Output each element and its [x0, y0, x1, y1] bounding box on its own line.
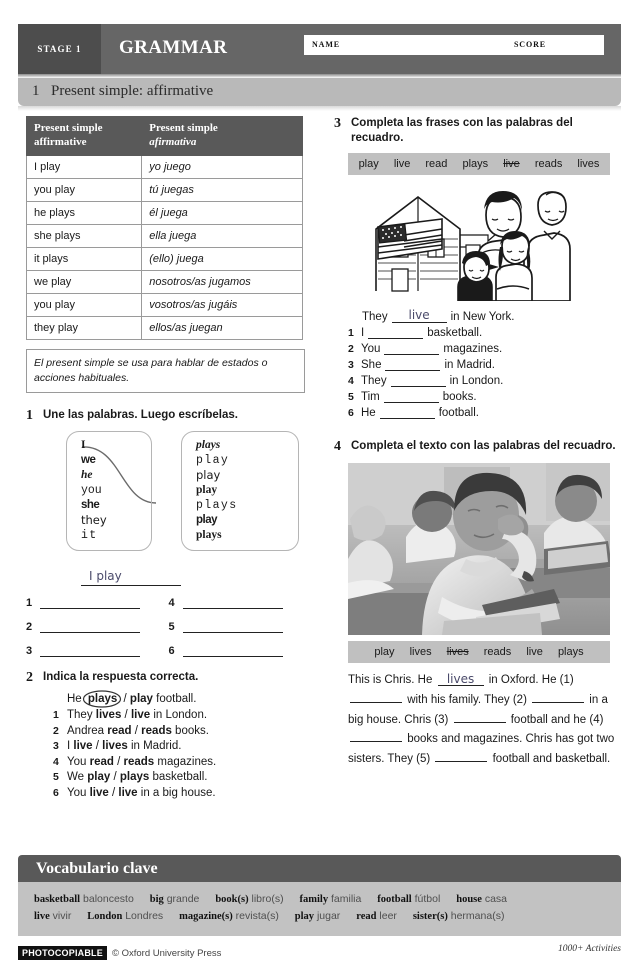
- score-label: SCORE: [513, 40, 546, 49]
- ex2-option-b[interactable]: plays: [119, 771, 150, 784]
- exercise-3-number: 3: [334, 116, 341, 131]
- conjugation-table: [26, 116, 303, 340]
- ex4-blank-4[interactable]: [350, 730, 402, 742]
- ex1-left-word[interactable]: they: [81, 513, 107, 528]
- ex2-item-after: in a big house.: [137, 786, 216, 799]
- ex2-item-number: 4: [53, 755, 59, 768]
- vocabulary-row: [34, 908, 605, 925]
- ex1-answer-blank[interactable]: [183, 597, 283, 609]
- ex3-sample-answer: live: [392, 309, 447, 323]
- ex4-word-bank: [348, 641, 610, 663]
- ex2-item-number: 5: [53, 771, 59, 784]
- ex2-option-a[interactable]: play: [87, 771, 111, 784]
- vocabulary-header: [18, 855, 621, 882]
- ex1-answer-blank[interactable]: [183, 621, 283, 633]
- vocab-pair: [456, 893, 507, 905]
- vocab-en: London: [87, 911, 123, 923]
- ex2-item-before: I: [67, 740, 74, 753]
- ex1-matching-area: [26, 431, 311, 557]
- ex3-bank-word[interactable]: lives: [577, 157, 600, 170]
- ex2-sample-sep: /: [120, 693, 130, 706]
- grammar-note: El present simple se usa para hablar de estados o acciones habituales.: [26, 349, 305, 393]
- ex3-sample-after: in New York.: [450, 310, 515, 323]
- ex3-item-blank[interactable]: [384, 391, 439, 403]
- vocab-es: grande: [166, 893, 200, 905]
- ex1-answer-blank[interactable]: [40, 597, 140, 609]
- ex4-sample-answer: lives: [438, 673, 484, 686]
- ex4-blank-3[interactable]: [454, 711, 506, 723]
- ex3-item-number: 2: [348, 342, 354, 355]
- ex3-item-number: 5: [348, 390, 354, 403]
- ex3-item-number: 4: [348, 374, 354, 387]
- family-house-flag-icon: [370, 183, 585, 301]
- exercise-4-instruction: Completa el texto con las palabras del recuadro.: [351, 439, 616, 452]
- ex2-option-b[interactable]: reads: [123, 755, 155, 768]
- ex2-item: 6 You live / live in a big house.: [53, 786, 216, 799]
- exercise-2-instruction: Indica la respuesta correcta.: [43, 671, 199, 684]
- cell-es: ella juega: [142, 224, 303, 247]
- ex2-item: 3 I live / lives in Madrid.: [53, 740, 182, 753]
- ex2-sample-item: [67, 693, 311, 705]
- cell-es: (ello) juega: [142, 247, 303, 270]
- cell-es: ellos/as juegan: [142, 316, 303, 339]
- ex2-sample-option[interactable]: play: [129, 693, 153, 706]
- ex3-bank-word[interactable]: live: [393, 157, 411, 170]
- table-row: [27, 201, 303, 224]
- ex1-answer-number: 2: [26, 621, 33, 634]
- vocabulary-title: Vocabulario clave: [36, 860, 158, 877]
- ex3-bank-word[interactable]: play: [358, 157, 379, 170]
- ex4-text-p1: in Oxford. He (1): [485, 673, 574, 686]
- cell-en: I play: [27, 155, 142, 178]
- ex2-option-b[interactable]: live: [130, 709, 151, 722]
- vocab-en: book(s): [215, 894, 249, 905]
- ex1-right-word[interactable]: plays: [196, 529, 222, 542]
- ex1-answer-number: 1: [26, 597, 33, 610]
- vocab-en: big: [149, 894, 164, 905]
- ex2-circled-text: plays: [87, 693, 118, 706]
- ex3-item: [334, 327, 624, 339]
- table-header-es: [142, 117, 303, 156]
- ex3-item-before: You: [361, 342, 381, 355]
- cell-es: yo juego: [142, 155, 303, 178]
- section-title: Present simple: affirmative: [51, 83, 214, 99]
- ex1-right-word[interactable]: play: [196, 514, 218, 527]
- vocab-es: jugar: [316, 910, 341, 923]
- ex3-item: [334, 343, 624, 355]
- cell-en: you play: [27, 293, 142, 316]
- vocab-pair: [215, 893, 283, 905]
- vocab-en: sister(s): [412, 911, 448, 923]
- vocab-en: family: [299, 894, 329, 905]
- ex4-bank-word[interactable]: live: [526, 645, 543, 658]
- table-row: [27, 316, 303, 339]
- cell-es: vosotros/as jugáis: [142, 293, 303, 316]
- ex2-option-b[interactable]: lives: [102, 740, 128, 753]
- vocab-pair: [300, 893, 362, 905]
- ex3-item: [334, 391, 624, 403]
- table-row: [27, 224, 303, 247]
- ex1-answer-number: 6: [168, 645, 175, 658]
- exercise-1-instruction: Une las palabras. Luego escríbelas.: [43, 408, 238, 421]
- exercise-1-heading: [26, 408, 311, 424]
- ex2-sample-before: He: [67, 693, 85, 706]
- exercise-3-heading: [334, 116, 624, 146]
- exercise-1-number: 1: [26, 407, 33, 423]
- ex1-right-wordbox: [181, 431, 299, 551]
- ex4-gap-text: [348, 671, 616, 770]
- ex2-item-after: in Madrid.: [127, 740, 182, 753]
- vocab-pair: [87, 910, 163, 922]
- ex4-blank-2[interactable]: [532, 691, 584, 703]
- table-header-row: [27, 117, 303, 156]
- table-header-es-line1: Present simple: [149, 122, 218, 134]
- section-title-band: [18, 78, 621, 106]
- ex4-text-p5: books and magazines. Chris has got two sisters. They (5): [348, 733, 615, 766]
- exercise-2-number: 2: [26, 670, 33, 686]
- ex2-item-number: 2: [53, 724, 59, 737]
- ex1-answer-lines: [26, 597, 311, 657]
- vocab-en: house: [456, 894, 482, 905]
- vocab-en: football: [377, 894, 412, 905]
- photocopiable-badge: PHOTOCOPIABLE: [18, 946, 107, 960]
- table-row: [27, 155, 303, 178]
- table-header-en-line1: Present simple: [34, 122, 103, 134]
- exercise-3-instruction: Completa las frases con las palabras del recuadro.: [351, 117, 573, 144]
- family-house-illustration: [370, 183, 585, 301]
- vocab-pair: [150, 893, 200, 905]
- vocab-es: leer: [379, 910, 397, 923]
- ex1-answer-row: [26, 621, 311, 633]
- ex2-item-after: books.: [171, 724, 209, 737]
- vocab-es: Londres: [125, 910, 164, 923]
- ex1-answer-item[interactable]: [169, 621, 312, 633]
- ex1-sample-rule: [81, 585, 181, 586]
- ex2-item-after: in London.: [150, 709, 208, 722]
- ex3-item-number: 3: [348, 358, 354, 371]
- ex3-item-number: 1: [348, 326, 354, 339]
- cell-en: he plays: [27, 201, 142, 224]
- ex2-option-a[interactable]: read: [107, 724, 132, 737]
- vocab-pair: [34, 910, 71, 922]
- exercise-4-number: 4: [334, 438, 341, 454]
- ex4-text-p3: in a big house. Chris (3): [348, 693, 608, 726]
- ex1-answer-item[interactable]: [169, 597, 312, 609]
- section-band-fade: [18, 106, 621, 111]
- vocab-es: vivir: [52, 910, 72, 923]
- cell-en: you play: [27, 178, 142, 201]
- left-column: [26, 116, 311, 802]
- ex4-bank-word-used[interactable]: lives: [446, 645, 469, 658]
- vocab-es: baloncesto: [83, 893, 134, 905]
- ex3-sample-sentence: [362, 309, 624, 323]
- ex2-option-b[interactable]: live: [118, 786, 138, 799]
- header-title: GRAMMAR: [119, 37, 228, 58]
- students-reading-photo-icon: [348, 463, 610, 635]
- cell-es: tú juegas: [142, 178, 303, 201]
- ex3-item-blank[interactable]: [391, 375, 446, 387]
- vocab-en: read: [356, 911, 377, 923]
- ex2-option-b[interactable]: reads: [141, 724, 172, 737]
- ex1-answer-row: [26, 597, 311, 609]
- ex3-bank-word[interactable]: reads: [534, 157, 563, 170]
- ex1-right-word[interactable]: play: [196, 454, 230, 468]
- ex3-item-after: basketball.: [427, 326, 483, 339]
- ex1-answer-item[interactable]: [26, 645, 169, 657]
- ex3-item-before: He: [361, 406, 376, 419]
- vocab-pair: [413, 910, 505, 922]
- ex1-answer-number: 5: [168, 621, 175, 634]
- ex1-sample-answer: [81, 567, 181, 586]
- section-number: 1: [32, 83, 40, 99]
- vocabulary-row: [34, 891, 605, 908]
- ex3-item: [334, 375, 624, 387]
- ex3-item-after: books.: [442, 390, 477, 403]
- ex3-item-before: Tim: [361, 390, 380, 403]
- ex2-item-number: 6: [53, 786, 59, 799]
- ex4-blank-1[interactable]: [350, 691, 402, 703]
- ex1-left-word[interactable]: you: [81, 484, 102, 498]
- vocab-pair: [295, 910, 341, 922]
- ex3-item: [334, 407, 624, 419]
- ex1-sample-answer-text: I play: [89, 569, 122, 584]
- vocab-es: libro(s): [251, 893, 284, 905]
- ex1-right-word[interactable]: plays: [196, 499, 238, 513]
- table-row: [27, 270, 303, 293]
- ex4-text-p6: football and basketball.: [489, 753, 611, 766]
- ex4-bank-word[interactable]: lives: [409, 645, 432, 658]
- name-score-box: [304, 35, 604, 55]
- ex4-text-p4: football and he (4): [507, 713, 604, 726]
- ex4-text-p0: This is Chris. He: [348, 673, 436, 686]
- ex2-item: 1 They lives / live in London.: [53, 709, 208, 722]
- ex1-answer-number: 3: [26, 645, 33, 658]
- ex3-item-after: football.: [438, 406, 479, 419]
- classroom-reading-photo: [348, 463, 610, 635]
- ex1-left-word[interactable]: it: [81, 529, 98, 543]
- vocab-pair: [34, 893, 134, 905]
- ex3-item-after: in Madrid.: [444, 358, 495, 371]
- ex3-item-before: They: [361, 374, 387, 387]
- ex3-bank-word-used[interactable]: live: [503, 157, 520, 170]
- ex1-answer-number: 4: [168, 597, 175, 610]
- ex1-right-word[interactable]: play: [196, 468, 221, 483]
- ex1-left-word[interactable]: she: [81, 499, 100, 512]
- vocab-es: fútbol: [414, 893, 441, 905]
- ex2-item-before: They: [67, 709, 96, 722]
- vocab-en: magazine(s): [179, 911, 233, 923]
- vocab-es: revista(s): [235, 910, 279, 923]
- ex2-option-a[interactable]: live: [89, 786, 109, 799]
- ex2-item: 4 You read / reads magazines.: [53, 755, 217, 768]
- copyright-text: © Oxford University Press: [111, 948, 222, 959]
- ex2-item-before: You: [67, 755, 90, 768]
- ex1-answer-blank[interactable]: [40, 645, 140, 657]
- ex1-left-word[interactable]: I: [81, 439, 86, 452]
- table-header-en-line2: affirmative: [34, 135, 87, 148]
- vocabulary-body: [18, 882, 621, 936]
- ex2-items: [26, 693, 311, 799]
- ex4-bank-word[interactable]: reads: [483, 645, 512, 658]
- vocab-es: familia: [331, 893, 362, 905]
- circle-annotation-icon: [82, 690, 122, 708]
- vocab-en: live: [34, 911, 50, 923]
- exercise-4-heading: [334, 439, 624, 455]
- ex3-item: [334, 359, 624, 371]
- ex3-sample-before: They: [362, 310, 388, 323]
- ex3-item-before: I: [361, 326, 365, 339]
- ex3-item-number: 6: [348, 406, 354, 419]
- ex3-item-blank[interactable]: [380, 407, 435, 419]
- ex3-item-before: She: [361, 358, 382, 371]
- ex3-bank-word[interactable]: plays: [462, 157, 489, 170]
- activities-label: 1000+ Activities: [558, 944, 621, 954]
- table-row: [27, 247, 303, 270]
- cell-es: él juega: [142, 201, 303, 224]
- ex4-blank-5[interactable]: [435, 750, 487, 762]
- ex1-answer-item[interactable]: [169, 645, 312, 657]
- ex4-bank-word[interactable]: plays: [557, 645, 584, 658]
- ex3-bank-word[interactable]: read: [425, 157, 448, 170]
- ex3-item-after: in London.: [449, 374, 504, 387]
- name-label: NAME: [312, 40, 341, 49]
- ex2-item-after: basketball.: [149, 771, 208, 784]
- table-row: [27, 293, 303, 316]
- ex1-answer-blank[interactable]: [40, 621, 140, 633]
- vocab-pair: [179, 910, 279, 922]
- ex1-answer-blank[interactable]: [183, 645, 283, 657]
- table-header-es-line2: afirmativa: [149, 135, 197, 148]
- vocab-es: hermana(s): [450, 910, 505, 923]
- ex2-item: 2 Andrea read / reads books.: [53, 724, 209, 737]
- ex1-left-word[interactable]: he: [81, 469, 93, 482]
- ex2-item-before: We: [67, 771, 88, 784]
- vocab-pair: [377, 893, 440, 905]
- vocabulary-section: [18, 855, 621, 936]
- exercise-2-heading: [26, 670, 311, 686]
- ex1-answer-item[interactable]: [26, 621, 169, 633]
- ex3-item-after: magazines.: [443, 342, 503, 355]
- vocab-es: casa: [484, 893, 508, 905]
- vocab-en: basketball: [34, 894, 81, 905]
- ex2-item-before: Andrea: [67, 724, 108, 737]
- cell-en: it plays: [27, 247, 142, 270]
- ex2-sample-after: football.: [152, 693, 197, 706]
- ex2-option-a[interactable]: live: [73, 740, 93, 753]
- ex3-item-blank[interactable]: [368, 327, 423, 339]
- ex2-item-number: 1: [53, 709, 59, 722]
- ex1-right-word[interactable]: plays: [196, 439, 221, 452]
- page-footer: [18, 943, 621, 961]
- ex1-answer-item[interactable]: [26, 597, 169, 609]
- page-header: [18, 24, 621, 74]
- stage-badge: [18, 24, 101, 74]
- ex2-item: 5 We play / plays basketball.: [53, 771, 208, 784]
- table-row: [27, 178, 303, 201]
- ex2-circled-answer[interactable]: [85, 693, 120, 705]
- ex2-option-a[interactable]: read: [89, 755, 114, 768]
- cell-en: we play: [27, 270, 142, 293]
- ex2-option-a[interactable]: lives: [95, 709, 122, 722]
- ex3-item-blank[interactable]: [385, 359, 440, 371]
- ex1-answer-row: [26, 645, 311, 657]
- ex3-item-blank[interactable]: [384, 343, 439, 355]
- right-column: [334, 116, 624, 770]
- ex1-left-wordbox: [66, 431, 152, 551]
- ex4-bank-word[interactable]: play: [374, 645, 395, 658]
- ex3-sentences: [334, 309, 624, 419]
- ex2-item-number: 3: [53, 740, 59, 753]
- stage-label: STAGE 1: [37, 44, 82, 54]
- cell-es: nosotros/as jugamos: [142, 270, 303, 293]
- vocab-en: play: [294, 911, 315, 923]
- ex1-left-word[interactable]: we: [81, 454, 96, 467]
- ex4-text-p2: with his family. They (2): [404, 693, 531, 706]
- ex1-right-word[interactable]: play: [196, 484, 218, 497]
- ex2-item-before: You: [67, 786, 90, 799]
- cell-en: she plays: [27, 224, 142, 247]
- cell-en: they play: [27, 316, 142, 339]
- vocab-pair: [356, 910, 397, 922]
- ex2-item-after: magazines.: [154, 755, 217, 768]
- ex3-word-bank: [348, 153, 610, 175]
- table-header-en: [27, 117, 142, 156]
